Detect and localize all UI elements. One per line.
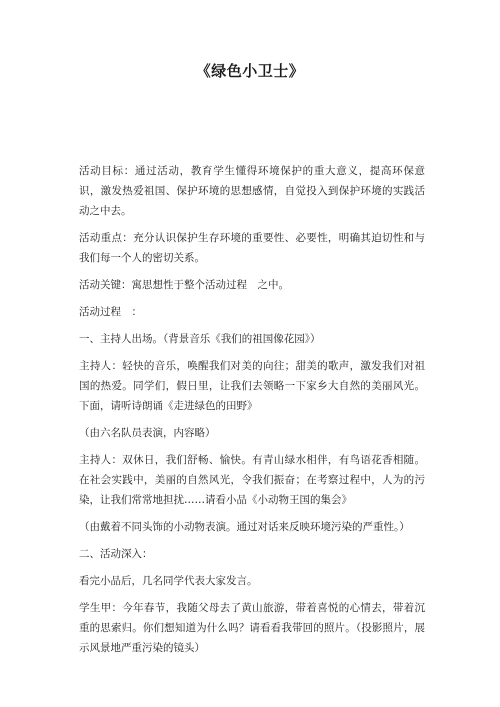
document-title: 《绿色小卫士》 [195, 62, 305, 80]
document-body [79, 161, 425, 665]
section-one-heading: 一、主持人出场。（背景音乐《我们的祖国像花园》） [79, 333, 321, 345]
host-speech-paragraph-2: 主持人：双休日，我们舒畅、愉快。有青山绿水相伴，有鸟语花香相随。在社会实践中，美丽的自然风光，令我们振奋；在考察过程中，人为的污染，让我们常常地担扰……请看小品《小动物王国的集会》 [79, 454, 425, 506]
activity-goal-paragraph: 活动目标：通过活动，教育学生懂得环境保护的重大意义，提高环保意识，激发热爱祖国、保护环境的思想感情，自觉投入到保护环境的实践活动之中去。 [79, 165, 425, 217]
skit-note: （由戴着不同头饰的小动物表演。通过对话来反映环境污染的严重性。） [79, 521, 410, 533]
student-a-paragraph: 学生甲：今年春节，我随父母去了黄山旅游，带着喜悦的心情去，带着沉重的思索归。你们想知道为什么吗？请看看我带回的照片。（投影照片，展示风景地严重污染的镜头） [79, 602, 425, 654]
activity-focus-paragraph: 活动重点：充分认识保护生存环境的重要性、必要性，明确其迫切性和与我们每一个人的密切关系。 [79, 232, 425, 264]
section-two-heading: 二、活动深入： [79, 548, 153, 560]
activity-process-heading: 活动过程 ： [79, 306, 142, 318]
discussion-intro: 看完小品后，几名同学代表大家发言。 [79, 575, 258, 587]
performance-note: （由六名队员表演，内容略） [79, 427, 216, 439]
activity-key-paragraph: 活动关键：寓思想性于整个活动过程 之中。 [79, 279, 289, 291]
host-speech-paragraph: 主持人：轻快的音乐，唤醒我们对美的向往；甜美的歌声，激发我们对祖国的热爱。同学们，假日里，让我们去领略一下家乡大自然的美丽风光。下面，请听诗朗诵《走进绿色的田野》 [79, 360, 425, 412]
